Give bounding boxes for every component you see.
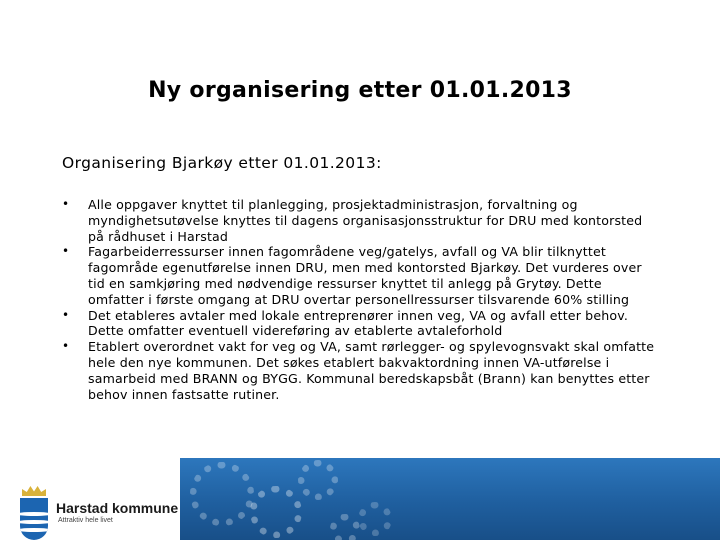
crown-icon <box>22 486 46 496</box>
bullet-text: Alle oppgaver knyttet til planlegging, prosjektadministrasjon, forvaltning og myndighetsutøvelse knyttes til dagens organisasjonsstruktur for DRU med kontorsted på rådhuset i Harstad <box>88 197 643 244</box>
bullet-item <box>62 197 662 244</box>
bullet-dot-icon: • <box>62 197 70 211</box>
bullet-dot-icon: • <box>62 244 70 259</box>
gear-icon <box>190 462 254 526</box>
section-subtitle: Organisering Bjarkøy etter 01.01.2013: <box>62 154 382 172</box>
coat-of-arms-icon <box>18 486 50 540</box>
bullet-dot-icon: • <box>62 307 70 322</box>
bullet-item <box>62 308 662 340</box>
slide-title: Ny organisering etter 01.01.2013 <box>148 78 572 103</box>
bullet-item <box>62 244 662 307</box>
bullet-text: Etablert overordnet vakt for veg og VA, samt rørlegger- og spylevognsvakt skal omfatte hele den nye kommunen. Det søkes etablert bakvaktordning innen VA-utførelse i samarbeid med BRANN og BYGG. Kommunal beredskapsbåt (Brann) kan benyttes etter behov innen fastsatte rutiner. <box>88 339 655 402</box>
harstad-logo <box>18 486 179 540</box>
logo-name: Harstad kommune <box>56 500 179 516</box>
gear-icon <box>358 502 392 536</box>
bullet-dot-icon: • <box>62 339 70 354</box>
gear-icon <box>298 460 338 500</box>
footer-bar <box>180 458 720 540</box>
bullet-text: Fagarbeiderressurser innen fagområdene veg/gatelys, avfall og VA blir tilknyttet fagområde egenutførelse innen DRU, men med kontorsted Bjarkøy. Det vurderes over tid en samkjøring med nødvendige ressurser knyttet til anlegg på Grytøy. Dette omfatter i første omgang at DRU overtar personellressurser tilsvarende 60% stilling <box>88 244 642 307</box>
bullet-item <box>62 339 662 402</box>
gear-icon <box>250 486 302 538</box>
bullet-text: Det etableres avtaler med lokale entreprenører innen veg, VA og avfall etter behov. Dette omfatter eventuell videreføring av etablerte avtaleforhold <box>88 307 628 339</box>
logo-tagline: Attraktiv hele livet <box>58 517 113 524</box>
bullet-list <box>62 197 662 402</box>
shield-icon <box>20 498 48 540</box>
